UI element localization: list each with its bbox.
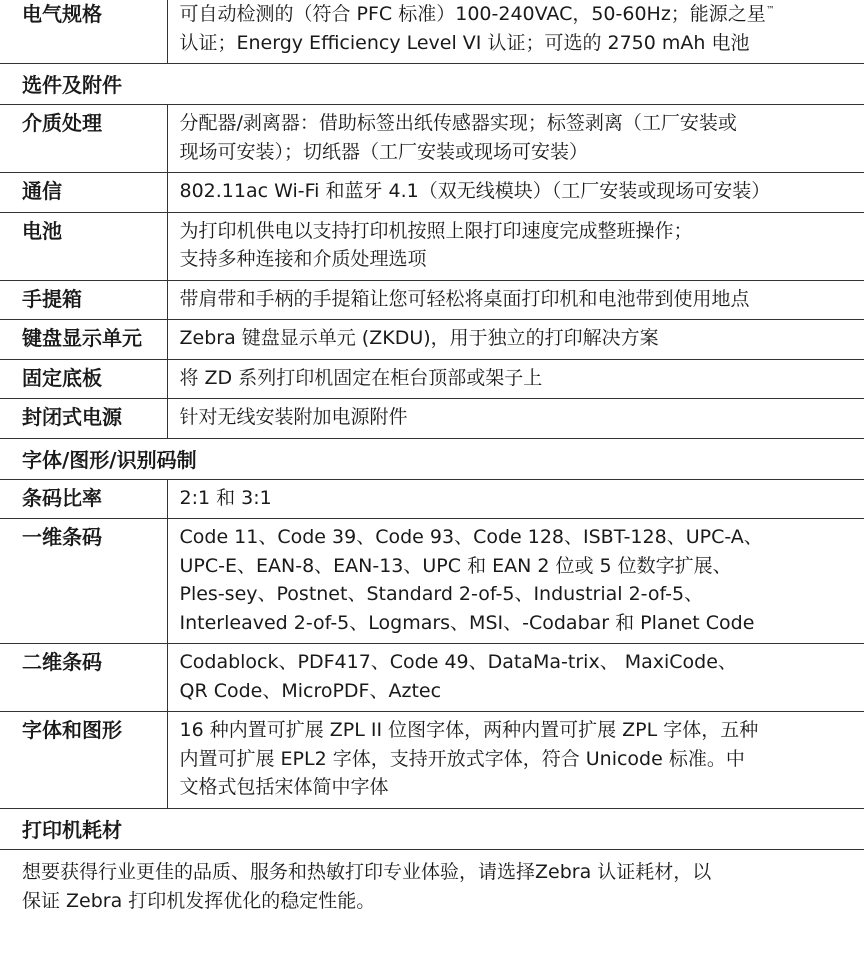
value-line: 为打印机供电以支持打印机按照上限打印速度完成整班操作；: [179, 219, 693, 242]
spec-row-power-supply: [0, 399, 864, 439]
row-label: 封闭式电源: [0, 399, 167, 439]
value-line: Code 11、Code 39、Code 93、Code 128、ISBT-128、UPC-A、: [179, 526, 763, 548]
value-line: QR Code、MicroPDF、Aztec: [179, 679, 442, 702]
section-heading-accessories: [0, 64, 864, 105]
row-value: [167, 173, 864, 213]
row-value: [167, 359, 864, 399]
row-label: 键盘显示单元: [0, 320, 167, 360]
row-label: 一维条码: [0, 519, 167, 644]
row-value: [167, 105, 864, 173]
section-heading-supplies: [0, 808, 864, 849]
value-line: 将 ZD 系列打印机固定在柜台顶部或架子上: [179, 366, 543, 389]
value-line: 分配器/剥离器：借助标签出纸传感器实现；标签剥离（工厂安装或: [179, 112, 737, 134]
paragraph-line: 想要获得行业更佳的品质、服务和热敏打印专业体验，请选择Zebra 认证耗材，以: [22, 860, 712, 883]
row-label: 条码比率: [0, 479, 167, 519]
value-line: 文格式包括宋体简中字体: [179, 776, 389, 798]
value-line: 针对无线安装附加电源附件: [179, 406, 408, 428]
trademark-mark: ™: [765, 5, 775, 16]
value-line: 支持多种连接和介质处理选项: [179, 248, 427, 270]
spec-row-2d-barcodes: [0, 644, 864, 712]
spec-row-communications: [0, 173, 864, 213]
value-line: 可自动检测的（符合 PFC 标准）100-240VAC，50-60Hz；能源之星™: [179, 3, 775, 25]
spec-row-keyboard-display: [0, 320, 864, 360]
spec-row-1d-barcodes: [0, 519, 864, 644]
row-label: 电池: [0, 212, 167, 280]
spec-row-mounting-plate: [0, 359, 864, 399]
value-line: Zebra 键盘显示单元 (ZKDU)，用于独立的打印解决方案: [179, 327, 659, 349]
value-line: Interleaved 2-of-5、Logmars、MSI、-Codabar 和 Planet Code: [179, 611, 755, 634]
value-line: 现场可安装）；切纸器（工厂安装或现场可安装）: [179, 140, 589, 163]
paragraph-line: 保证 Zebra 打印机发挥优化的稳定性能。: [22, 889, 376, 912]
row-label: 二维条码: [0, 644, 167, 712]
row-label: 固定底板: [0, 359, 167, 399]
row-label: 字体和图形: [0, 712, 167, 809]
spec-row-battery: [0, 212, 864, 280]
row-value: [167, 0, 864, 64]
value-line: UPC-E、EAN-8、EAN-13、UPC 和 EAN 2 位或 5 位数字扩展、: [179, 554, 732, 577]
row-label: 手提箱: [0, 280, 167, 320]
section-title: 字体/图形/识别码制: [0, 438, 864, 479]
spec-row-fonts-graphics: [0, 712, 864, 809]
row-value: [167, 320, 864, 360]
value-line: 带肩带和手柄的手提箱让您可轻松将桌面打印机和电池带到使用地点: [179, 287, 750, 310]
row-value: [167, 479, 864, 519]
section-heading-fonts: [0, 438, 864, 479]
value-line: 16 种内置可扩展 ZPL II 位图字体，两种内置可扩展 ZPL 字体，五种: [179, 719, 759, 741]
value-line: 2:1 和 3:1: [179, 486, 272, 509]
spec-row-carry-case: [0, 280, 864, 320]
row-value: [167, 212, 864, 280]
spec-row-barcode-ratios: [0, 479, 864, 519]
value-line: Codablock、PDF417、Code 49、DataMa-trix、 MaxiCode、: [179, 651, 737, 673]
section-title: 打印机耗材: [0, 808, 864, 849]
row-value: [167, 399, 864, 439]
row-value: [167, 519, 864, 644]
value-line: Ples-sey、Postnet、Standard 2-of-5、Industrial 2-of-5、: [179, 583, 704, 605]
row-value: [167, 712, 864, 809]
row-value: [167, 280, 864, 320]
spec-row-electrical: [0, 0, 864, 64]
supplies-paragraph: [0, 850, 864, 916]
value-line: 802.11ac Wi-Fi 和蓝牙 4.1（双无线模块）（工厂安装或现场可安装）: [179, 180, 771, 202]
row-label: 通信: [0, 173, 167, 213]
value-line: 内置可扩展 EPL2 字体，支持开放式字体，符合 Unicode 标准。中: [179, 747, 745, 770]
row-label: 介质处理: [0, 105, 167, 173]
value-line: 认证；Energy Efficiency Level VI 认证；可选的 2750 mAh 电池: [179, 31, 750, 54]
spec-row-media-handling: [0, 105, 864, 173]
row-label: 电气规格: [0, 0, 167, 64]
row-value: [167, 644, 864, 712]
section-title: 选件及附件: [0, 64, 864, 105]
